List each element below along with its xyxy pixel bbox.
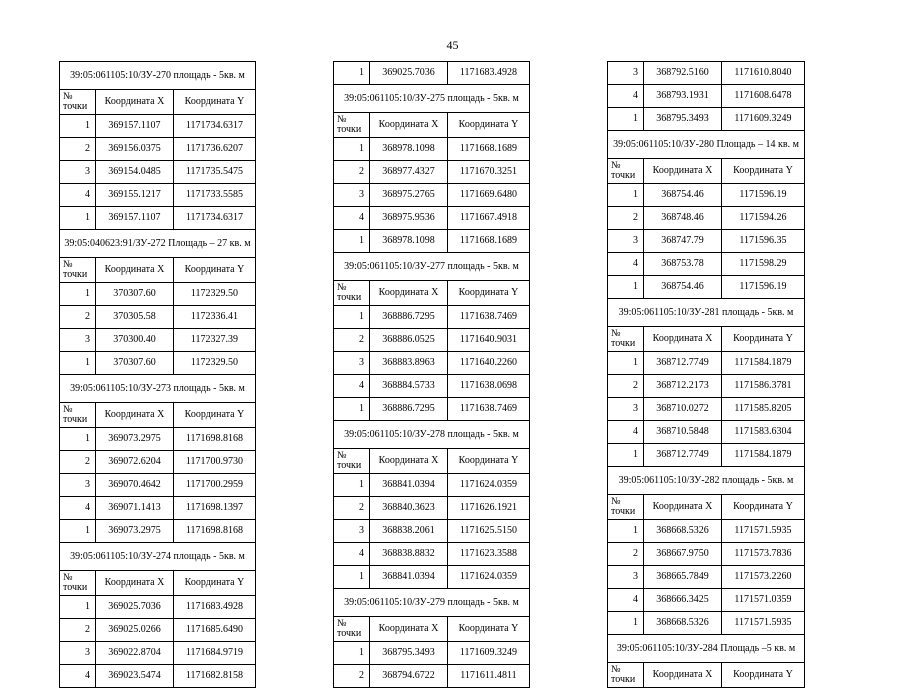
header-coordinate-y: Координата Y bbox=[174, 258, 256, 283]
point-number: 2 bbox=[60, 451, 96, 474]
coordinate-x: 369071.1413 bbox=[96, 497, 174, 520]
table-row bbox=[608, 108, 805, 131]
coordinate-x: 368883.8963 bbox=[370, 352, 448, 375]
coordinate-x: 369025.7036 bbox=[96, 596, 174, 619]
table-row bbox=[608, 589, 805, 612]
point-number: 1 bbox=[60, 352, 96, 375]
coordinate-y: 1171624.0359 bbox=[448, 474, 530, 497]
header-coordinate-x: Координата X bbox=[370, 113, 448, 138]
table-row bbox=[60, 451, 256, 474]
parcel-title-row bbox=[608, 467, 805, 495]
header-point-number: № точки bbox=[334, 281, 370, 306]
table-header-row bbox=[60, 258, 256, 283]
header-coordinate-y: Координата Y bbox=[174, 571, 256, 596]
coordinate-y: 1171626.1921 bbox=[448, 497, 530, 520]
coordinate-x: 370307.60 bbox=[96, 352, 174, 375]
table-row bbox=[60, 283, 256, 306]
header-coordinate-y: Координата Y bbox=[448, 617, 530, 642]
table-header-row bbox=[334, 113, 530, 138]
header-coordinate-x: Координата X bbox=[644, 495, 722, 520]
point-number: 1 bbox=[608, 520, 644, 543]
table-row bbox=[608, 62, 805, 85]
header-coordinate-y: Координата Y bbox=[448, 113, 530, 138]
point-number: 3 bbox=[60, 329, 96, 352]
coordinate-y: 1171683.4928 bbox=[174, 596, 256, 619]
table-row bbox=[608, 230, 805, 253]
coordinate-y: 1171585.8205 bbox=[722, 398, 805, 421]
table-row bbox=[334, 352, 530, 375]
coordinate-x: 368753.78 bbox=[644, 253, 722, 276]
point-number: 1 bbox=[334, 306, 370, 329]
coordinate-y: 1171638.7469 bbox=[448, 306, 530, 329]
parcel-title: 39:05:061105:10/ЗУ-282 площадь - 5кв. м bbox=[608, 467, 805, 495]
table-header-row bbox=[334, 281, 530, 306]
header-point-number: № точки bbox=[60, 90, 96, 115]
coordinate-x: 368792.5160 bbox=[644, 62, 722, 85]
coordinate-x: 369023.5474 bbox=[96, 665, 174, 688]
parcel-title: 39:05:040623:91/ЗУ-272 Площадь – 27 кв. м bbox=[60, 230, 256, 258]
table-row bbox=[608, 543, 805, 566]
point-number: 3 bbox=[334, 352, 370, 375]
point-number: 2 bbox=[334, 497, 370, 520]
table-row bbox=[334, 306, 530, 329]
coordinate-x: 368793.1931 bbox=[644, 85, 722, 108]
point-number: 2 bbox=[608, 207, 644, 230]
table-row bbox=[608, 375, 805, 398]
point-number: 2 bbox=[60, 619, 96, 642]
table-header-row bbox=[608, 159, 805, 184]
point-number: 2 bbox=[608, 375, 644, 398]
parcel-title-row bbox=[334, 253, 530, 281]
coordinate-y: 1171596.19 bbox=[722, 184, 805, 207]
point-number: 1 bbox=[60, 596, 96, 619]
table-row bbox=[608, 520, 805, 543]
table-row bbox=[60, 642, 256, 665]
parcel-title-row bbox=[334, 421, 530, 449]
coordinate-x: 368747.79 bbox=[644, 230, 722, 253]
point-number: 1 bbox=[608, 108, 644, 131]
coordinate-x: 368668.5326 bbox=[644, 520, 722, 543]
coordinate-x: 369073.2975 bbox=[96, 428, 174, 451]
coordinate-y: 1171608.6478 bbox=[722, 85, 805, 108]
coordinate-x: 368977.4327 bbox=[370, 161, 448, 184]
coordinate-y: 1171670.3251 bbox=[448, 161, 530, 184]
coordinate-x: 370305.58 bbox=[96, 306, 174, 329]
table-row bbox=[60, 184, 256, 207]
coordinate-column-2 bbox=[333, 61, 530, 688]
coordinate-x: 370300.40 bbox=[96, 329, 174, 352]
header-coordinate-x: Координата X bbox=[96, 90, 174, 115]
coordinate-x: 368666.3425 bbox=[644, 589, 722, 612]
coordinate-y: 1171638.7469 bbox=[448, 398, 530, 421]
header-coordinate-x: Координата X bbox=[370, 449, 448, 474]
table-row bbox=[608, 85, 805, 108]
coordinate-y: 1172336.41 bbox=[174, 306, 256, 329]
coordinate-x: 368712.2173 bbox=[644, 375, 722, 398]
parcel-title: 39:05:061105:10/ЗУ-274 площадь - 5кв. м bbox=[60, 543, 256, 571]
parcel-title: 39:05:061105:10/ЗУ-273 площадь - 5кв. м bbox=[60, 375, 256, 403]
coordinate-x: 369022.8704 bbox=[96, 642, 174, 665]
point-number: 3 bbox=[60, 642, 96, 665]
table-row bbox=[334, 184, 530, 207]
coordinate-x: 368712.7749 bbox=[644, 352, 722, 375]
coordinate-y: 1171573.7836 bbox=[722, 543, 805, 566]
header-point-number: № точки bbox=[334, 449, 370, 474]
coordinate-y: 1171624.0359 bbox=[448, 566, 530, 589]
table-header-row bbox=[334, 449, 530, 474]
point-number: 1 bbox=[60, 207, 96, 230]
coordinate-y: 1171682.8158 bbox=[174, 665, 256, 688]
point-number: 1 bbox=[334, 642, 370, 665]
coordinate-y: 1171623.3588 bbox=[448, 543, 530, 566]
coordinate-x: 368710.0272 bbox=[644, 398, 722, 421]
point-number: 4 bbox=[60, 184, 96, 207]
coordinate-y: 1171735.5475 bbox=[174, 161, 256, 184]
table-row bbox=[608, 352, 805, 375]
parcel-title-row bbox=[334, 85, 530, 113]
header-coordinate-x: Координата X bbox=[644, 663, 722, 688]
table-row bbox=[60, 428, 256, 451]
header-coordinate-x: Координата X bbox=[644, 327, 722, 352]
header-coordinate-y: Координата Y bbox=[448, 449, 530, 474]
coordinate-y: 1171609.3249 bbox=[722, 108, 805, 131]
table-row bbox=[608, 421, 805, 444]
table-header-row bbox=[608, 327, 805, 352]
table-header-row bbox=[60, 403, 256, 428]
coordinate-y: 1171736.6207 bbox=[174, 138, 256, 161]
table-row bbox=[60, 520, 256, 543]
table-row bbox=[334, 161, 530, 184]
header-coordinate-x: Координата X bbox=[370, 281, 448, 306]
table-row bbox=[608, 276, 805, 299]
table-row bbox=[334, 138, 530, 161]
table-row bbox=[608, 566, 805, 589]
point-number: 4 bbox=[334, 543, 370, 566]
coordinate-y: 1171611.4811 bbox=[448, 665, 530, 688]
coordinate-x: 368754.46 bbox=[644, 276, 722, 299]
coordinate-x: 369155.1217 bbox=[96, 184, 174, 207]
coordinate-x: 370307.60 bbox=[96, 283, 174, 306]
table-row bbox=[608, 398, 805, 421]
coordinate-y: 1171698.8168 bbox=[174, 520, 256, 543]
coordinate-x: 368975.9536 bbox=[370, 207, 448, 230]
coordinate-x: 368795.3493 bbox=[370, 642, 448, 665]
coordinate-y: 1171684.9719 bbox=[174, 642, 256, 665]
coordinate-y: 1171571.0359 bbox=[722, 589, 805, 612]
table-header-row bbox=[608, 495, 805, 520]
coordinate-x: 368665.7849 bbox=[644, 566, 722, 589]
coordinate-x: 368884.5733 bbox=[370, 375, 448, 398]
header-point-number: № точки bbox=[60, 258, 96, 283]
coordinate-table bbox=[607, 61, 805, 688]
coordinate-y: 1171596.35 bbox=[722, 230, 805, 253]
coordinate-x: 368667.9750 bbox=[644, 543, 722, 566]
table-row bbox=[60, 474, 256, 497]
header-coordinate-x: Координата X bbox=[96, 403, 174, 428]
coordinate-x: 369073.2975 bbox=[96, 520, 174, 543]
coordinate-y: 1171667.4918 bbox=[448, 207, 530, 230]
coordinate-y: 1171734.6317 bbox=[174, 115, 256, 138]
header-coordinate-y: Координата Y bbox=[448, 281, 530, 306]
coordinate-x: 368795.3493 bbox=[644, 108, 722, 131]
point-number: 1 bbox=[334, 566, 370, 589]
header-coordinate-y: Координата Y bbox=[174, 90, 256, 115]
coordinate-x: 369157.1107 bbox=[96, 207, 174, 230]
parcel-title: 39:05:061105:10/ЗУ-284 Площадь –5 кв. м bbox=[608, 635, 805, 663]
coordinate-y: 1172329.50 bbox=[174, 352, 256, 375]
parcel-title: 39:05:061105:10/ЗУ-275 площадь - 5кв. м bbox=[334, 85, 530, 113]
table-row bbox=[334, 642, 530, 665]
table-row bbox=[60, 665, 256, 688]
coordinate-y: 1171586.3781 bbox=[722, 375, 805, 398]
coordinate-column-1 bbox=[59, 61, 256, 688]
coordinate-y: 1171571.5935 bbox=[722, 520, 805, 543]
header-point-number: № точки bbox=[608, 663, 644, 688]
header-point-number: № точки bbox=[608, 495, 644, 520]
point-number: 4 bbox=[608, 253, 644, 276]
header-coordinate-x: Координата X bbox=[644, 159, 722, 184]
coordinate-x: 368748.46 bbox=[644, 207, 722, 230]
coordinate-x: 368840.3623 bbox=[370, 497, 448, 520]
parcel-title-row bbox=[608, 299, 805, 327]
point-number: 4 bbox=[334, 375, 370, 398]
coordinate-y: 1171669.6480 bbox=[448, 184, 530, 207]
header-point-number: № точки bbox=[60, 403, 96, 428]
coordinate-x: 368754.46 bbox=[644, 184, 722, 207]
coordinate-x: 368841.0394 bbox=[370, 474, 448, 497]
point-number: 4 bbox=[608, 589, 644, 612]
table-row bbox=[334, 62, 530, 85]
point-number: 1 bbox=[608, 444, 644, 467]
table-row bbox=[608, 444, 805, 467]
coordinate-table bbox=[333, 61, 530, 688]
coordinate-y: 1172329.50 bbox=[174, 283, 256, 306]
coordinate-y: 1171733.5585 bbox=[174, 184, 256, 207]
header-point-number: № точки bbox=[608, 159, 644, 184]
coordinate-y: 1171610.8040 bbox=[722, 62, 805, 85]
table-header-row bbox=[60, 90, 256, 115]
table-row bbox=[60, 497, 256, 520]
parcel-title: 39:05:061105:10/ЗУ-280 Площадь – 14 кв. м bbox=[608, 131, 805, 159]
point-number: 4 bbox=[608, 85, 644, 108]
point-number: 1 bbox=[60, 115, 96, 138]
table-row bbox=[334, 566, 530, 589]
table-row bbox=[334, 665, 530, 688]
point-number: 3 bbox=[60, 474, 96, 497]
point-number: 1 bbox=[334, 474, 370, 497]
table-header-row bbox=[60, 571, 256, 596]
header-point-number: № точки bbox=[334, 617, 370, 642]
coordinate-y: 1171668.1689 bbox=[448, 138, 530, 161]
point-number: 2 bbox=[60, 138, 96, 161]
coordinate-x: 369025.7036 bbox=[370, 62, 448, 85]
table-row bbox=[334, 207, 530, 230]
table-header-row bbox=[334, 617, 530, 642]
coordinate-x: 368668.5326 bbox=[644, 612, 722, 635]
point-number: 1 bbox=[608, 276, 644, 299]
point-number: 2 bbox=[334, 161, 370, 184]
point-number: 2 bbox=[60, 306, 96, 329]
coordinate-y: 1171683.4928 bbox=[448, 62, 530, 85]
coordinate-x: 369025.0266 bbox=[96, 619, 174, 642]
point-number: 3 bbox=[334, 184, 370, 207]
coordinate-y: 1171640.2260 bbox=[448, 352, 530, 375]
coordinate-y: 1171640.9031 bbox=[448, 329, 530, 352]
point-number: 1 bbox=[334, 230, 370, 253]
table-row bbox=[334, 398, 530, 421]
coordinate-x: 368838.8832 bbox=[370, 543, 448, 566]
point-number: 4 bbox=[334, 207, 370, 230]
table-row bbox=[60, 306, 256, 329]
header-point-number: № точки bbox=[608, 327, 644, 352]
table-header-row bbox=[608, 663, 805, 688]
parcel-title: 39:05:061105:10/ЗУ-270 площадь - 5кв. м bbox=[60, 62, 256, 90]
table-row bbox=[608, 612, 805, 635]
table-row bbox=[60, 115, 256, 138]
coordinate-y: 1171609.3249 bbox=[448, 642, 530, 665]
header-coordinate-y: Координата Y bbox=[722, 159, 805, 184]
point-number: 4 bbox=[608, 421, 644, 444]
table-row bbox=[334, 230, 530, 253]
table-row bbox=[334, 520, 530, 543]
point-number: 1 bbox=[60, 520, 96, 543]
point-number: 4 bbox=[60, 665, 96, 688]
coordinate-y: 1171734.6317 bbox=[174, 207, 256, 230]
coordinate-y: 1171638.0698 bbox=[448, 375, 530, 398]
point-number: 2 bbox=[334, 329, 370, 352]
coordinate-x: 368841.0394 bbox=[370, 566, 448, 589]
coordinate-y: 1171571.5935 bbox=[722, 612, 805, 635]
parcel-title-row bbox=[334, 589, 530, 617]
table-row bbox=[60, 352, 256, 375]
header-coordinate-y: Координата Y bbox=[722, 495, 805, 520]
coordinate-y: 1171698.1397 bbox=[174, 497, 256, 520]
parcel-title-row bbox=[60, 375, 256, 403]
coordinate-y: 1171573.2260 bbox=[722, 566, 805, 589]
coordinate-y: 1172327.39 bbox=[174, 329, 256, 352]
coordinate-x: 369154.0485 bbox=[96, 161, 174, 184]
coordinate-y: 1171584.1879 bbox=[722, 444, 805, 467]
parcel-title: 39:05:061105:10/ЗУ-278 площадь - 5кв. м bbox=[334, 421, 530, 449]
coordinate-x: 368978.1098 bbox=[370, 230, 448, 253]
coordinate-x: 368794.6722 bbox=[370, 665, 448, 688]
coordinate-y: 1171598.29 bbox=[722, 253, 805, 276]
table-row bbox=[334, 474, 530, 497]
coordinate-x: 368886.0525 bbox=[370, 329, 448, 352]
coordinate-column-3 bbox=[607, 61, 805, 688]
page-number: 45 bbox=[446, 38, 459, 52]
table-row bbox=[60, 207, 256, 230]
point-number: 2 bbox=[334, 665, 370, 688]
table-row bbox=[60, 161, 256, 184]
table-row bbox=[334, 329, 530, 352]
header-coordinate-x: Координата X bbox=[96, 258, 174, 283]
header-coordinate-x: Координата X bbox=[96, 571, 174, 596]
table-row bbox=[60, 329, 256, 352]
coordinate-y: 1171685.6490 bbox=[174, 619, 256, 642]
parcel-title-row bbox=[60, 62, 256, 90]
table-row bbox=[608, 207, 805, 230]
point-number: 3 bbox=[608, 398, 644, 421]
point-number: 1 bbox=[334, 138, 370, 161]
table-row bbox=[60, 596, 256, 619]
point-number: 3 bbox=[608, 62, 644, 85]
coordinate-y: 1171625.5150 bbox=[448, 520, 530, 543]
header-point-number: № точки bbox=[334, 113, 370, 138]
coordinate-x: 368710.5848 bbox=[644, 421, 722, 444]
table-row bbox=[60, 619, 256, 642]
coordinate-x: 369156.0375 bbox=[96, 138, 174, 161]
table-row bbox=[334, 497, 530, 520]
coordinate-x: 368978.1098 bbox=[370, 138, 448, 161]
point-number: 3 bbox=[334, 520, 370, 543]
parcel-title-row bbox=[60, 230, 256, 258]
parcel-title-row bbox=[608, 131, 805, 159]
coordinate-x: 368838.2061 bbox=[370, 520, 448, 543]
coordinate-table bbox=[59, 61, 256, 688]
table-row bbox=[608, 184, 805, 207]
header-coordinate-y: Координата Y bbox=[722, 327, 805, 352]
coordinate-y: 1171698.8168 bbox=[174, 428, 256, 451]
coordinate-x: 368886.7295 bbox=[370, 306, 448, 329]
point-number: 4 bbox=[60, 497, 96, 520]
coordinate-y: 1171668.1689 bbox=[448, 230, 530, 253]
point-number: 2 bbox=[608, 543, 644, 566]
point-number: 1 bbox=[334, 62, 370, 85]
coordinate-y: 1171584.1879 bbox=[722, 352, 805, 375]
parcel-title-row bbox=[60, 543, 256, 571]
parcel-title: 39:05:061105:10/ЗУ-277 площадь - 5кв. м bbox=[334, 253, 530, 281]
point-number: 1 bbox=[608, 612, 644, 635]
header-coordinate-y: Координата Y bbox=[722, 663, 805, 688]
parcel-title-row bbox=[608, 635, 805, 663]
point-number: 1 bbox=[60, 428, 96, 451]
coordinate-x: 369070.4642 bbox=[96, 474, 174, 497]
point-number: 1 bbox=[608, 352, 644, 375]
coordinate-y: 1171583.6304 bbox=[722, 421, 805, 444]
coordinate-y: 1171596.19 bbox=[722, 276, 805, 299]
coordinate-y: 1171594.26 bbox=[722, 207, 805, 230]
table-row bbox=[60, 138, 256, 161]
point-number: 3 bbox=[608, 566, 644, 589]
point-number: 1 bbox=[334, 398, 370, 421]
coordinate-x: 368886.7295 bbox=[370, 398, 448, 421]
coordinate-y: 1171700.2959 bbox=[174, 474, 256, 497]
parcel-title: 39:05:061105:10/ЗУ-281 площадь - 5кв. м bbox=[608, 299, 805, 327]
coordinate-x: 368975.2765 bbox=[370, 184, 448, 207]
header-coordinate-x: Координата X bbox=[370, 617, 448, 642]
table-row bbox=[608, 253, 805, 276]
table-row bbox=[334, 375, 530, 398]
point-number: 1 bbox=[608, 184, 644, 207]
coordinate-x: 369072.6204 bbox=[96, 451, 174, 474]
coordinate-y: 1171700.9730 bbox=[174, 451, 256, 474]
parcel-title: 39:05:061105:10/ЗУ-279 площадь - 5кв. м bbox=[334, 589, 530, 617]
coordinate-x: 368712.7749 bbox=[644, 444, 722, 467]
coordinate-x: 369157.1107 bbox=[96, 115, 174, 138]
table-row bbox=[334, 543, 530, 566]
point-number: 3 bbox=[60, 161, 96, 184]
header-point-number: № точки bbox=[60, 571, 96, 596]
header-coordinate-y: Координата Y bbox=[174, 403, 256, 428]
point-number: 3 bbox=[608, 230, 644, 253]
point-number: 1 bbox=[60, 283, 96, 306]
